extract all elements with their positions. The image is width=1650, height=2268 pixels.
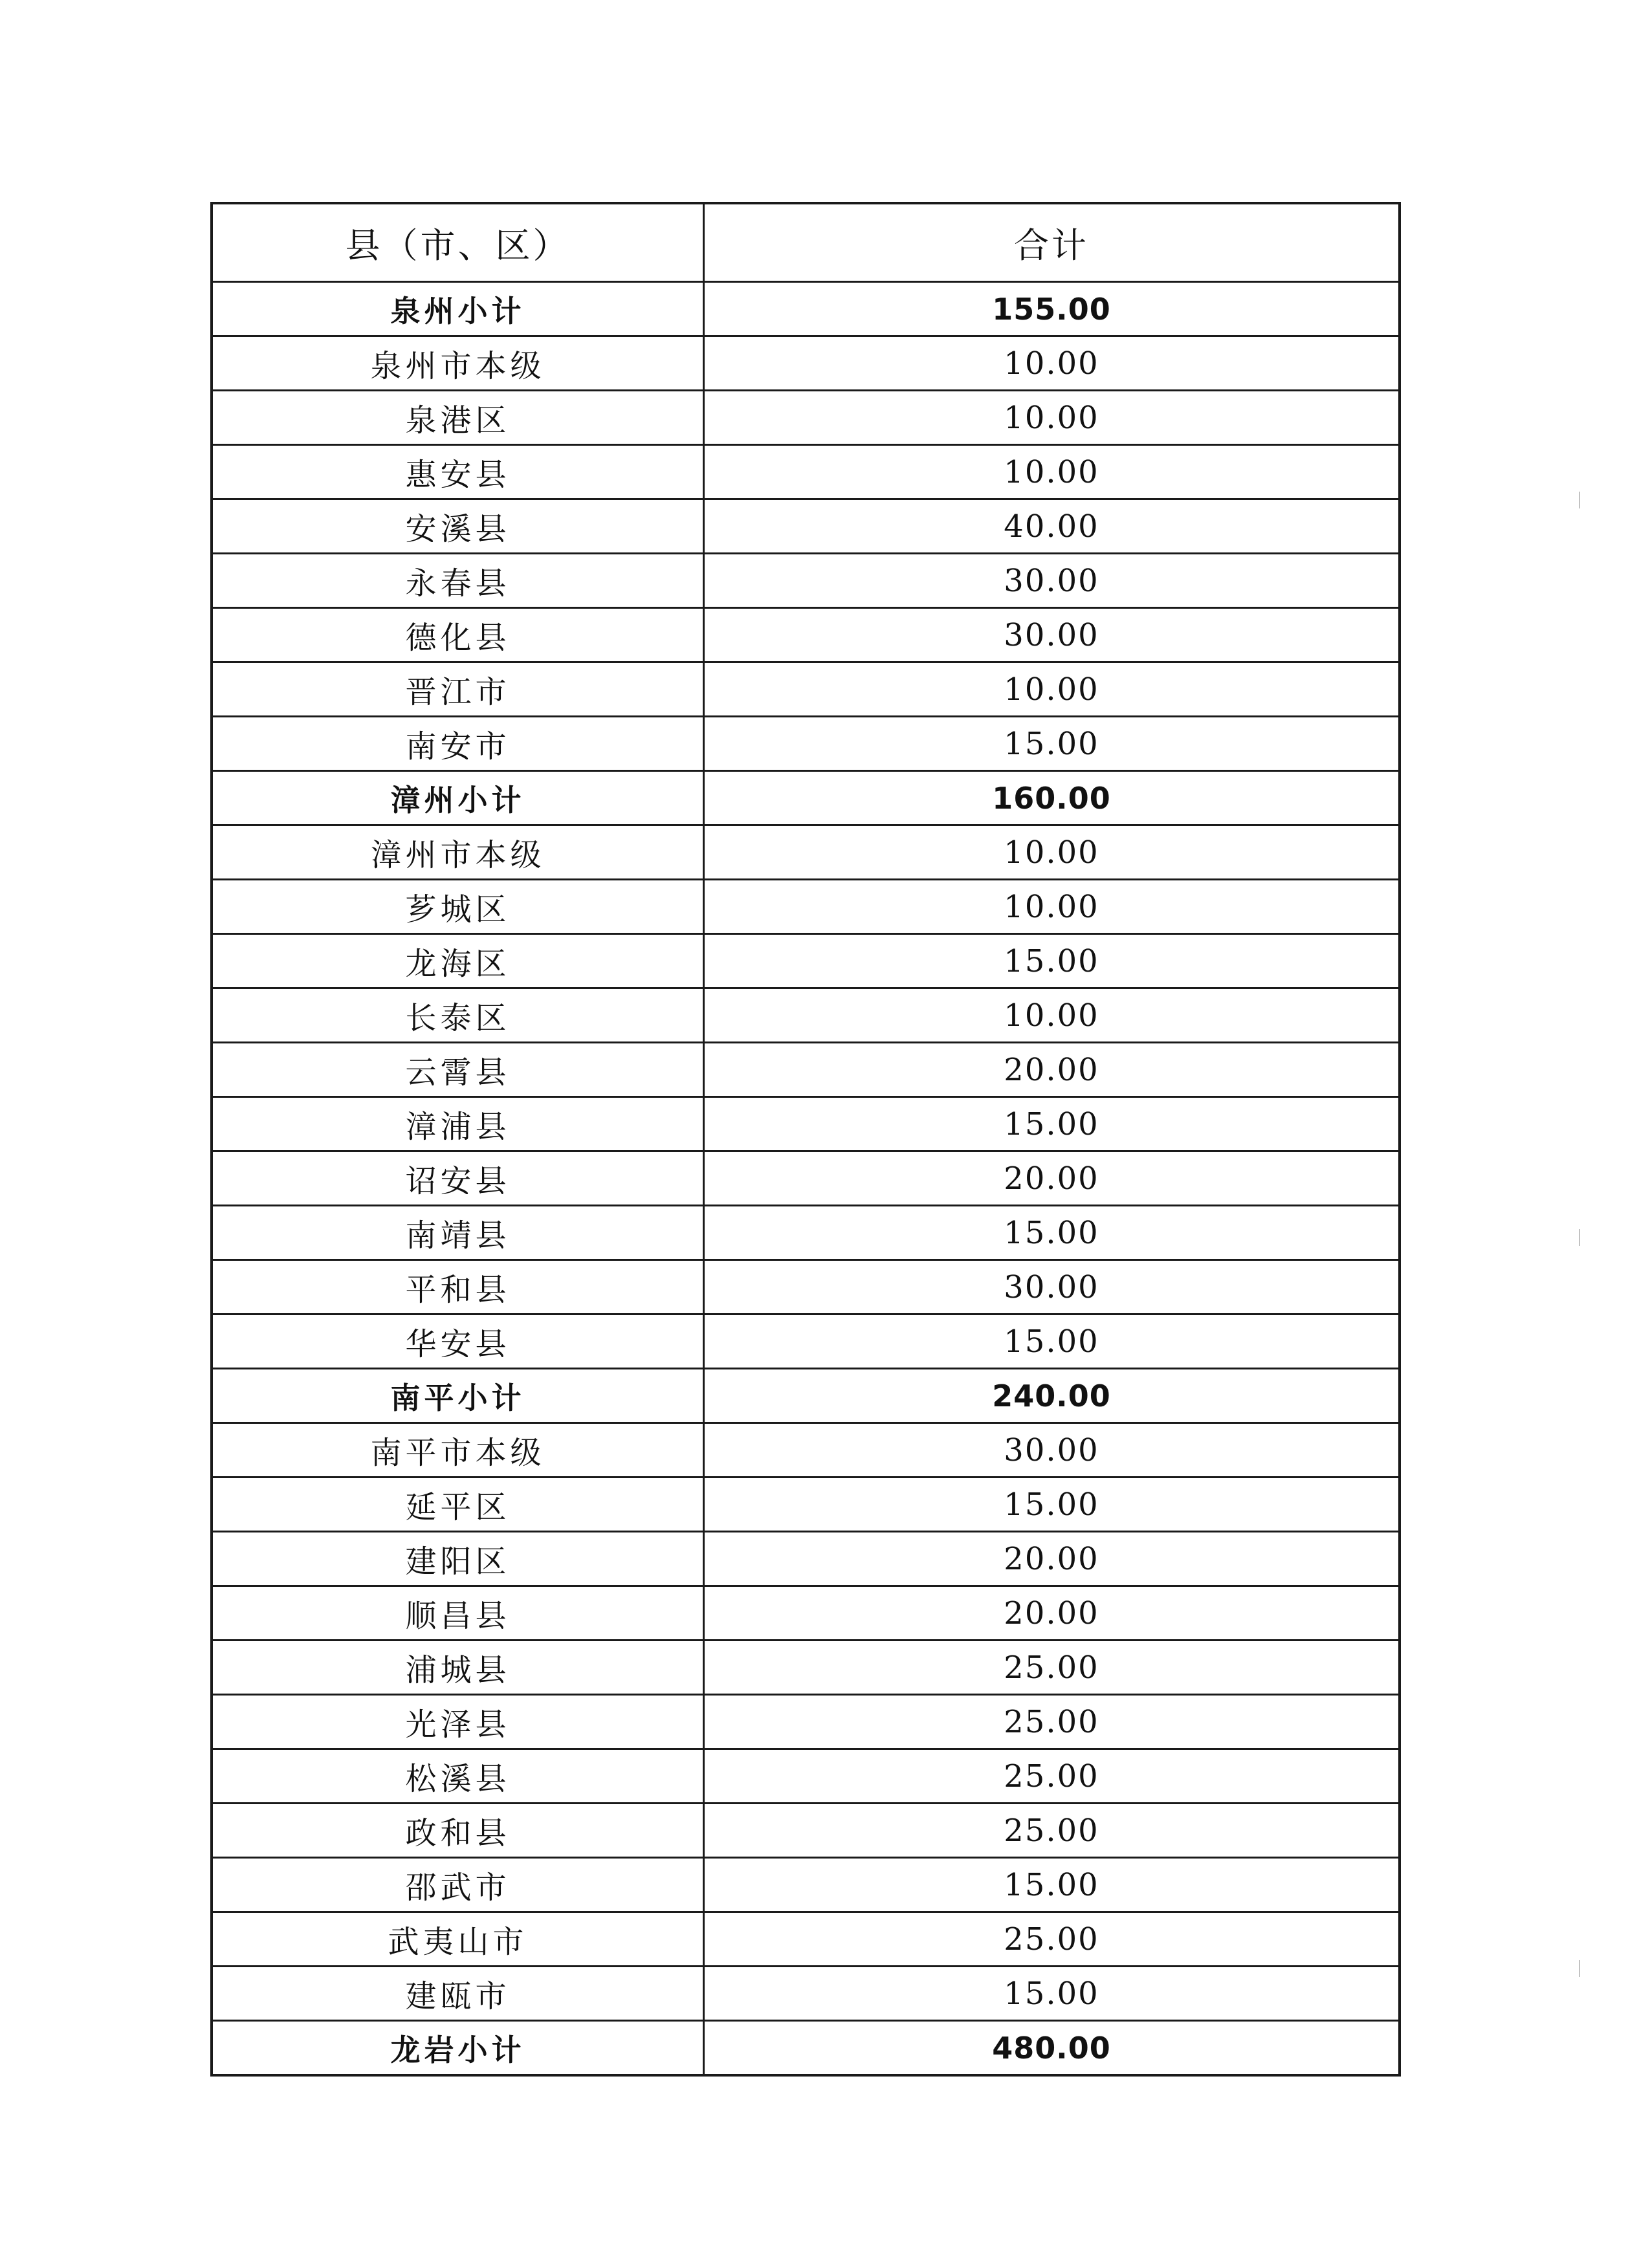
scan-mark: [1579, 492, 1592, 508]
county-name-cell: 南靖县: [213, 1206, 705, 1259]
subtotal-row: [213, 2020, 1398, 2074]
total-value-cell: 20.00: [1004, 1051, 1099, 1088]
table-row: [213, 552, 1398, 607]
county-name-cell: 泉港区: [213, 391, 705, 444]
table-row: [213, 661, 1398, 715]
subtotal-row: [213, 770, 1398, 824]
county-name-cell: 德化县: [213, 609, 705, 661]
subtotal-value-cell: 155.00: [992, 291, 1111, 327]
table-row: [213, 1857, 1398, 1911]
total-value-cell: 25.00: [1004, 1758, 1099, 1794]
county-name-cell: 泉州市本级: [213, 337, 705, 389]
table-row: [213, 878, 1398, 933]
county-name-cell: 云霄县: [213, 1043, 705, 1096]
table-row: [213, 1476, 1398, 1531]
table-row: [213, 1259, 1398, 1313]
subtotal-row: [213, 281, 1398, 335]
county-name-cell: 延平区: [213, 1478, 705, 1531]
subtotal-row: [213, 1368, 1398, 1422]
county-name-cell: 惠安县: [213, 446, 705, 498]
table-row: [213, 1205, 1398, 1259]
total-value-cell: 25.00: [1004, 1812, 1099, 1849]
subtotal-region-cell: 泉州小计: [213, 283, 705, 335]
total-value-cell: 10.00: [1004, 997, 1099, 1034]
table-body: [213, 281, 1398, 2074]
total-value-cell: 25.00: [1004, 1649, 1099, 1686]
county-name-cell: 安溪县: [213, 500, 705, 552]
county-name-cell: 华安县: [213, 1315, 705, 1368]
column-header-county: 县（市、区）: [213, 204, 705, 281]
table-row: [213, 498, 1398, 552]
total-value-cell: 15.00: [1004, 1975, 1099, 2012]
total-value-cell: 15.00: [1004, 1323, 1099, 1360]
table-row: [213, 1748, 1398, 1802]
total-value-cell: 25.00: [1004, 1703, 1099, 1740]
county-name-cell: 建瓯市: [213, 1967, 705, 2020]
subtotal-value-cell: 160.00: [992, 780, 1111, 816]
total-value-cell: 30.00: [1004, 1269, 1099, 1305]
county-name-cell: 漳州市本级: [213, 826, 705, 878]
scan-mark: [1579, 1229, 1592, 1246]
allocation-table: [210, 202, 1401, 2077]
county-name-cell: 邵武市: [213, 1859, 705, 1911]
total-value-cell: 20.00: [1004, 1595, 1099, 1631]
county-name-cell: 松溪县: [213, 1750, 705, 1802]
county-name-cell: 漳浦县: [213, 1098, 705, 1150]
table-row: [213, 1694, 1398, 1748]
total-value-cell: 25.00: [1004, 1921, 1099, 1957]
scan-mark: [1579, 1960, 1592, 1977]
total-value-cell: 15.00: [1004, 1106, 1099, 1142]
table-header-row: [213, 204, 1398, 281]
table-row: [213, 335, 1398, 389]
county-name-cell: 诏安县: [213, 1152, 705, 1205]
total-value-cell: 40.00: [1004, 508, 1099, 545]
county-name-cell: 晋江市: [213, 663, 705, 715]
county-name-cell: 南平市本级: [213, 1424, 705, 1476]
total-value-cell: 15.00: [1004, 1866, 1099, 1903]
total-value-cell: 10.00: [1004, 453, 1099, 490]
total-value-cell: 20.00: [1004, 1540, 1099, 1577]
total-value-cell: 15.00: [1004, 725, 1099, 762]
table-row: [213, 389, 1398, 444]
county-name-cell: 顺昌县: [213, 1587, 705, 1639]
county-name-cell: 长泰区: [213, 989, 705, 1041]
county-name-cell: 龙海区: [213, 935, 705, 987]
county-name-cell: 政和县: [213, 1804, 705, 1857]
total-value-cell: 10.00: [1004, 671, 1099, 708]
total-value-cell: 10.00: [1004, 834, 1099, 871]
county-name-cell: 永春县: [213, 554, 705, 607]
total-value-cell: 15.00: [1004, 1214, 1099, 1251]
county-name-cell: 建阳区: [213, 1532, 705, 1585]
county-name-cell: 南安市: [213, 717, 705, 770]
subtotal-region-cell: 龙岩小计: [213, 2022, 705, 2074]
table-row: [213, 1096, 1398, 1150]
county-name-cell: 芗城区: [213, 880, 705, 933]
table-row: [213, 1965, 1398, 2020]
total-value-cell: 10.00: [1004, 399, 1099, 436]
table-row: [213, 1802, 1398, 1857]
table-row: [213, 987, 1398, 1041]
subtotal-region-cell: 漳州小计: [213, 772, 705, 824]
county-name-cell: 平和县: [213, 1261, 705, 1313]
total-value-cell: 10.00: [1004, 345, 1099, 382]
subtotal-value-cell: 480.00: [992, 2030, 1111, 2066]
total-value-cell: 30.00: [1004, 562, 1099, 599]
table-row: [213, 933, 1398, 987]
subtotal-region-cell: 南平小计: [213, 1369, 705, 1422]
subtotal-value-cell: 240.00: [992, 1378, 1111, 1413]
table-row: [213, 824, 1398, 878]
table-row: [213, 1150, 1398, 1205]
table-row: [213, 1639, 1398, 1694]
column-header-total: 合计: [1014, 224, 1089, 266]
table-row: [213, 1585, 1398, 1639]
county-name-cell: 光泽县: [213, 1696, 705, 1748]
total-value-cell: 30.00: [1004, 1432, 1099, 1468]
total-value-cell: 10.00: [1004, 888, 1099, 925]
table-row: [213, 444, 1398, 498]
table-row: [213, 1313, 1398, 1368]
table-row: [213, 1422, 1398, 1476]
table-row: [213, 607, 1398, 661]
county-name-cell: 武夷山市: [213, 1913, 705, 1965]
county-name-cell: 浦城县: [213, 1641, 705, 1694]
table-row: [213, 1911, 1398, 1965]
total-value-cell: 15.00: [1004, 1486, 1099, 1523]
total-value-cell: 20.00: [1004, 1160, 1099, 1197]
total-value-cell: 30.00: [1004, 616, 1099, 653]
table-row: [213, 715, 1398, 770]
table-row: [213, 1531, 1398, 1585]
table-row: [213, 1041, 1398, 1096]
total-value-cell: 15.00: [1004, 943, 1099, 979]
